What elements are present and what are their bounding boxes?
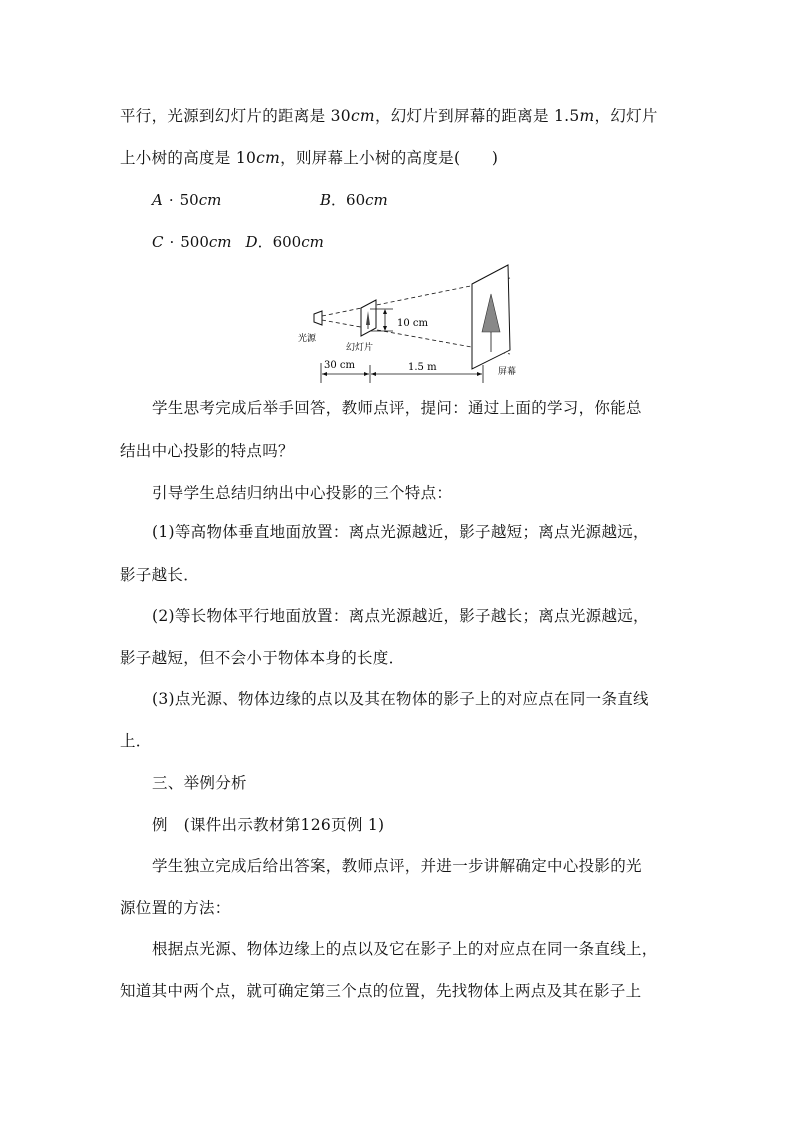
paragraph-line: 学生独立完成后给出答案，教师点评，并进一步讲解确定中心投影的光 [152,857,642,875]
height-label: 10 cm [397,318,428,329]
text-segment: ，幻灯片 [594,107,658,125]
paragraph-line: 上． [120,732,152,750]
slide-label: 幻灯片 [346,343,374,353]
paragraph-line: (1)等高物体垂直地面放置：离点光源越近，影子越短；离点光源越远， [152,523,649,541]
option-d: D．600cm [245,233,324,251]
paragraph-line: (3)点光源、物体边缘的点以及其在物体的影子上的对应点在同一条直线 [152,690,649,708]
paragraph-line: 影子越短，但不会小于物体本身的长度． [120,649,405,667]
paragraph-line: 根据点光源、物体边缘上的点以及它在影子上的对应点在同一条直线上， [152,940,658,958]
screen-label: 屏幕 [498,367,517,377]
projection-figure [290,262,530,386]
text-segment: 上小树的高度是 10 [120,149,257,167]
example-line: 例 (课件出示教材第126页例 1) [152,816,385,834]
unit-m: m [579,107,595,125]
paragraph-line: 源位置的方法： [120,899,231,917]
text-segment: 平行，光源到幻灯片的距离是 30 [120,107,351,125]
option-c-d [152,232,324,252]
distance-label-30cm: 30 cm [324,360,355,371]
section-heading: 三、举例分析 [152,774,247,792]
paragraph-line: 影子越长． [120,566,200,584]
text-segment: ，则屏幕上小树的高度是( ) [280,149,499,167]
unit-cm: cm [350,107,375,125]
text-segment: ，幻灯片到屏幕的距离是 1.5 [374,107,580,125]
paragraph-line: 引导学生总结归纳出中心投影的三个特点： [152,484,453,502]
light-source-icon [314,311,322,325]
distance-label-1-5m: 1.5 m [408,362,437,373]
option-a: A · 50cm [152,191,222,209]
option-b: B．60cm [320,191,388,209]
unit-cm: cm [256,149,281,167]
paragraph-line: 知道其中两个点，就可确定第三个点的位置，先找物体上两点及其在影子上 [120,982,642,1000]
light-source-label: 光源 [298,334,317,344]
problem-line-1 [120,106,658,126]
paragraph-line: (2)等长物体平行地面放置：离点光源越近，影子越长；离点光源越远， [152,607,649,625]
problem-line-2 [120,148,498,168]
option-c: C · 500cm [152,233,232,251]
paragraph-line: 结出中心投影的特点吗？ [120,442,294,460]
paragraph-line: 学生思考完成后举手回答，教师点评，提问：通过上面的学习，你能总 [152,399,642,417]
